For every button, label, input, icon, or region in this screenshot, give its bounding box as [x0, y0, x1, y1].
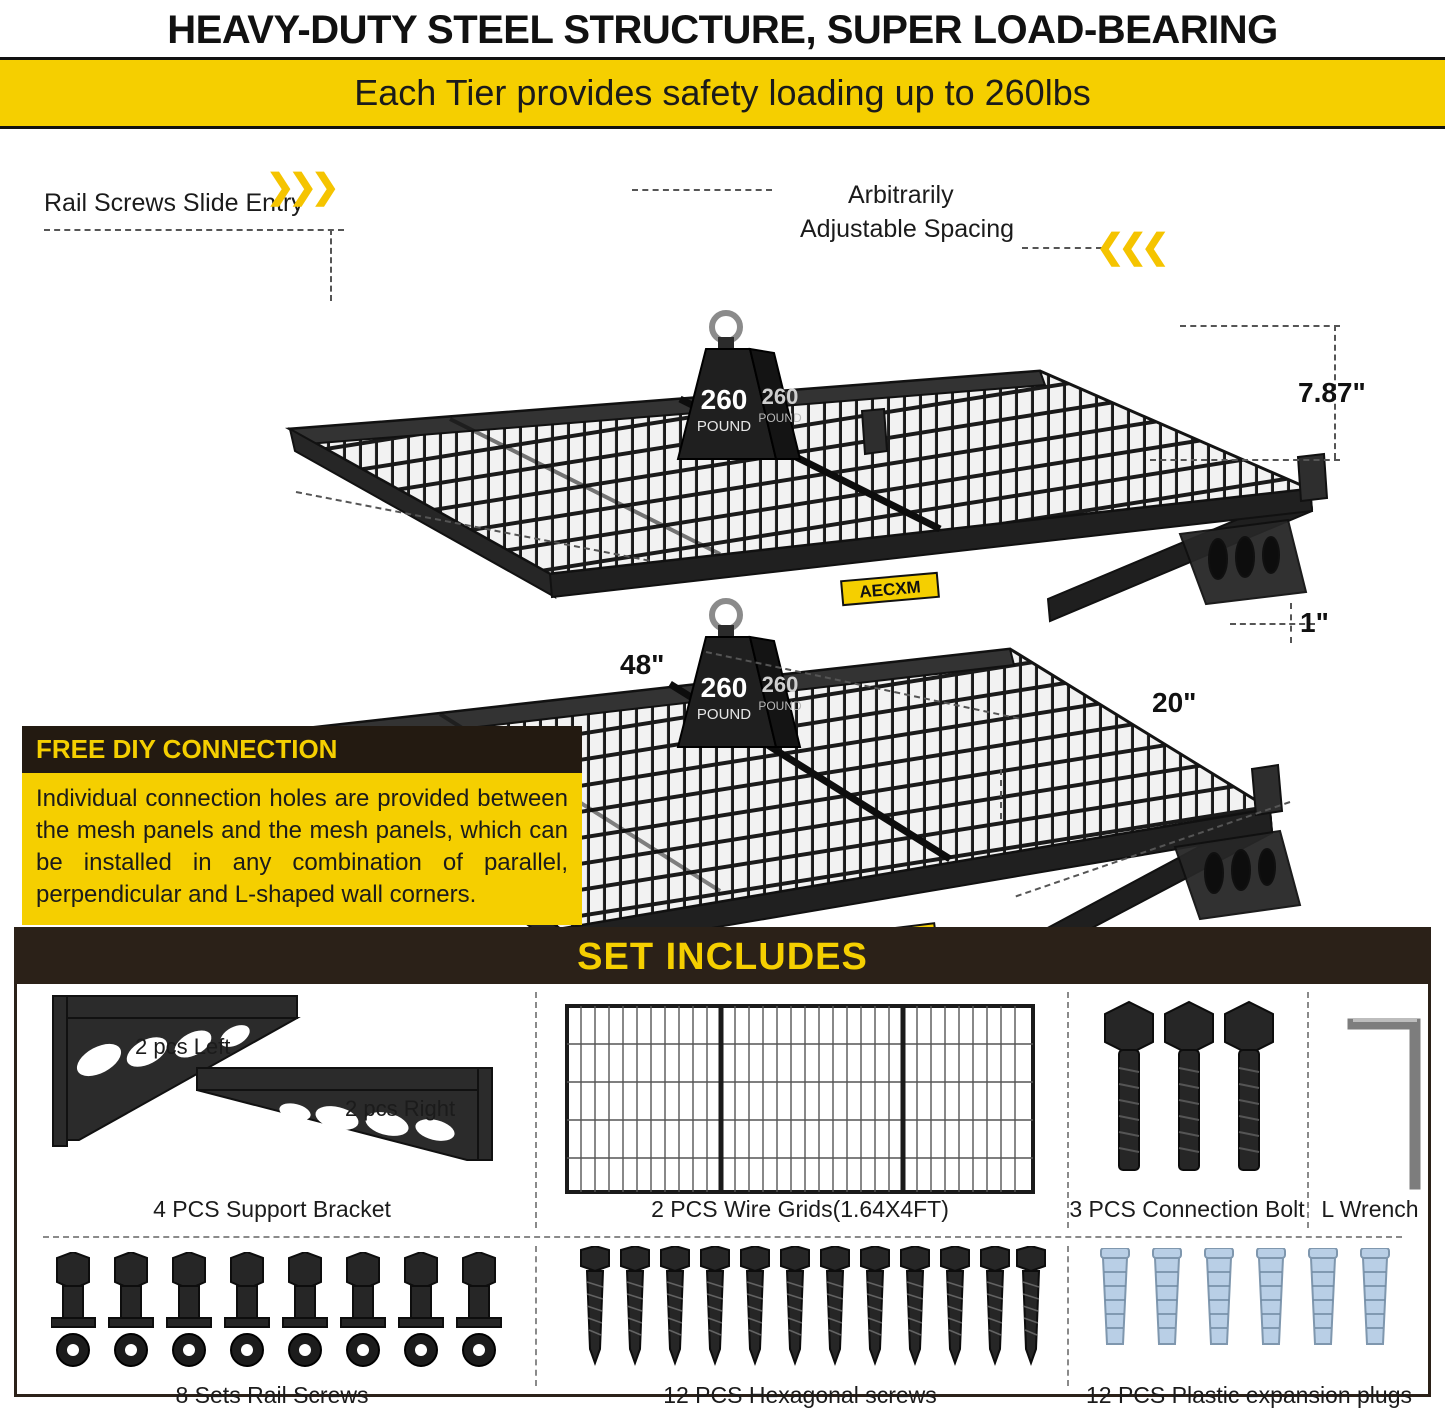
divider-vertical-2 [1067, 992, 1069, 1228]
divider-vertical-5 [1067, 1246, 1069, 1386]
weight-block-top [640, 309, 820, 479]
caption-hexagonal-screws: 12 PCS Hexagonal screws [663, 1382, 937, 1408]
dimension-depth: 20" [1152, 687, 1197, 718]
set-includes-grid [17, 984, 1428, 1408]
wire-grid-illustration [565, 1004, 1035, 1199]
divider-horizontal [43, 1236, 1402, 1238]
dimension-height: 7.87" [1298, 377, 1366, 408]
svg-text:260: 260 [761, 384, 799, 409]
l-wrench-illustration [1337, 1008, 1445, 1203]
dimension-length: 48" [620, 649, 665, 680]
svg-text:POUND: POUND [696, 706, 752, 723]
leader-line-rail-screws [44, 229, 344, 231]
leader-line-rail-screws-drop [330, 229, 332, 301]
rail-screws-illustration [51, 1252, 521, 1377]
diy-body: Individual connection holes are provided between the mesh panels and the mesh panels, which can be installed in any combination of parallel, perpendicular and L-shaped wall corners. [22, 773, 582, 925]
dim-line-height-top [1180, 325, 1340, 327]
divider-vertical-1 [535, 992, 537, 1228]
svg-text:POUND: POUND [758, 699, 802, 713]
set-includes-header [17, 930, 1428, 984]
diy-title: FREE DIY CONNECTION [22, 726, 582, 773]
leader-line-adjustable [632, 189, 772, 191]
subtitle-bar [0, 57, 1445, 129]
divider-vertical-3 [1307, 992, 1309, 1228]
caption-support-bracket: 4 PCS Support Bracket [153, 1196, 391, 1222]
annotation-adjustable-line2: Adjustable Spacing [800, 215, 1015, 243]
hexagonal-screws-illustration [577, 1246, 1047, 1376]
page-title: HEAVY-DUTY STEEL STRUCTURE, SUPER LOAD-BEARING [167, 8, 1278, 52]
plastic-plugs-illustration [1095, 1248, 1425, 1373]
svg-text:POUND: POUND [758, 411, 802, 425]
svg-text:260: 260 [700, 672, 748, 703]
svg-text:AECXM: AECXM [858, 577, 922, 602]
subtitle-text: Each Tier provides safety loading up to 260lbs [354, 72, 1091, 113]
dim-line-height-bottom [1150, 459, 1340, 461]
support-bracket-illustration [37, 990, 507, 1175]
chevron-left-icon: ❯❯❯ [266, 168, 334, 206]
bracket-left-count: 2 pcs Left [135, 1034, 231, 1059]
leader-line-adjustable-right [1022, 247, 1102, 249]
annotation-rail-screws: Rail Screws Slide Entry [44, 189, 304, 217]
divider-vertical-4 [535, 1246, 537, 1386]
dim-arrow-thickness [1290, 603, 1292, 643]
diy-callout [22, 726, 582, 925]
set-includes-panel [14, 927, 1431, 1408]
svg-text:260: 260 [761, 672, 799, 697]
dimension-thickness: 1" [1300, 607, 1329, 638]
caption-plastic-plugs: 12 PCS Plastic expansion plugs [1085, 1382, 1413, 1408]
caption-rail-screws: 8 Sets Rail Screws [175, 1382, 369, 1408]
annotation-adjustable-line1: Arbitrarily [848, 181, 954, 209]
caption-connection-bolt: 3 PCS Connection Bolt [1069, 1196, 1305, 1222]
caption-wire-grids: 2 PCS Wire Grids(1.64X4FT) [651, 1196, 949, 1222]
connection-bolt-illustration [1095, 998, 1285, 1198]
bracket-right-count: 2 pcs Right [345, 1096, 456, 1121]
set-includes-title: SET INCLUDES [577, 935, 868, 978]
weight-block-bottom [640, 597, 820, 767]
caption-l-wrench: L Wrench [1321, 1196, 1419, 1222]
svg-text:POUND: POUND [696, 418, 752, 435]
chevron-right-icon: ❮❮❮ [1096, 228, 1164, 266]
svg-text:260: 260 [700, 384, 748, 415]
dim-line-depth-drop [1000, 769, 1002, 819]
